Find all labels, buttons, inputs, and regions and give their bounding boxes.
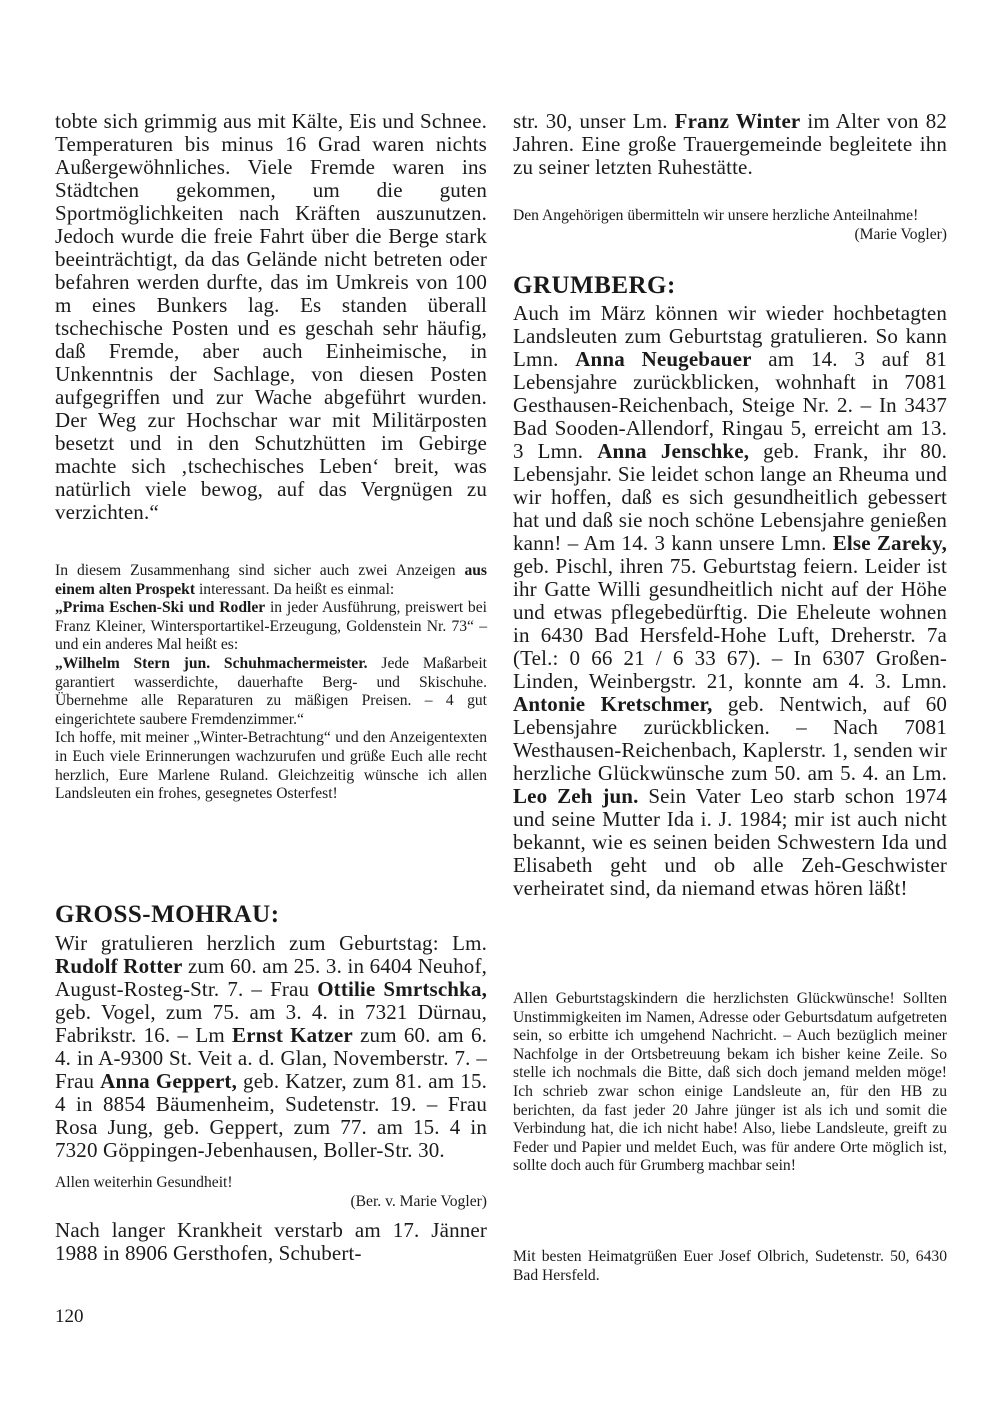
text-run: am 14. 3 auf 81 Lebensjahre zurückblicken, wohnhaft in 7081 Gesthausen-Reichenbach, Steige Nr. 2. – In 3437 Bad Sooden-Allendorf, Ringau 5, erreicht am 13. 3 Lmn. — [513, 347, 947, 463]
paragraph — [55, 1219, 487, 1265]
text-run: geb. Frank, ihr 80. Lebensjahr. Sie leidet schon lange an Rheuma und wir hoffen, daß es sich gesundheitlich gebessert hat und daß sie noch schöne Lebensjahre genießen kann! – Am 14. 3 kann unsere Lmn. — [513, 439, 947, 555]
paragraph — [513, 302, 947, 900]
obituary-end — [513, 110, 947, 179]
bold-name: Franz Winter — [674, 109, 801, 133]
intro-paragraph — [55, 110, 487, 524]
condolence-text: Den Angehörigen übermitteln wir unsere herzliche Anteilnahme! — [513, 207, 919, 224]
bold-name: Ottilie Smrtschka, — [317, 977, 487, 1001]
paragraph — [513, 110, 947, 179]
page-number: 120 — [55, 1306, 84, 1327]
text-run: interessant. Da heißt es einmal: — [195, 580, 395, 598]
text-run: Sein Vater Leo starb schon 1974 und seine Mutter Ida i. J. 1984; mir ist auch nicht bekannt, wie es seinen beiden Schwestern Ida und Elisabeth geht und ob alle Zeh-Geschwister verheiratet sind, da niemand etwas hören läßt! — [513, 784, 947, 900]
text-run: zum 60. am 6. 4. in A-9300 St. Veit a. d. Glan, Novemberstr. 7. – Frau — [55, 1023, 487, 1093]
bold-name: „Prima Eschen-Ski und Rodler — [55, 599, 266, 617]
bold-name: Leo Zeh jun. — [513, 784, 639, 808]
bold-name: Anna Neugebauer — [575, 347, 752, 371]
text-run: Ich hoffe, mit meiner „Winter-Betrachtung“ und den Anzeigentexten in Euch viele Erinnerungen wachzurufen und grüße Euch alle recht herzlich, Eure Marlene Ruland. Gleichzeitig wünsche ich allen Landsleuten ein frohes, gesegnetes Osterfest! — [55, 729, 487, 803]
text-run: Jede Maßarbeit garantiert wasserdichte, dauerhafte Berg- und Skischuhe. Übernehme alle Reparaturen zu mäßigen Preisen. – 4 gut eingerichtete saubere Fremdenzimmer.“ — [55, 654, 487, 728]
text-run: str. 30, unser Lm. — [513, 109, 675, 133]
paragraph — [55, 932, 487, 1162]
ad-shoemaker — [55, 655, 487, 729]
text-run: Nach langer Krankheit verstarb am 17. Jänner 1988 in 8906 Gersthofen, Schubert- — [55, 1218, 487, 1265]
wish-credit: (Ber. v. Marie Vogler) — [350, 1193, 487, 1210]
text-run: Wir gratulieren herzlich zum Geburtstag: Lm. — [55, 931, 487, 955]
bold-name: Rudolf Rotter — [55, 954, 183, 978]
paragraph — [55, 110, 487, 524]
ads-intro — [55, 562, 487, 599]
obituary-start — [55, 1219, 487, 1265]
text-run: Auch im März können wir wieder hochbetagten Landsleuten zum Geburtstag gratulieren. So kann Lmn. — [513, 301, 947, 371]
bold-name: Else Zareky, — [832, 531, 947, 555]
bold-name: Anna Geppert, — [100, 1069, 237, 1093]
bold-name: Anna Jenschke, — [597, 439, 750, 463]
text-run: geb. Katzer, zum 81. am 15. 4 in 8854 Bäumenheim, Sudetenstr. 19. – Frau Rosa Jung, geb. Geppert, zum 77. am 15. 4 in 7320 Göppingen-Jebenhausen, Boller-Str. 30. — [55, 1069, 487, 1162]
condolence — [513, 207, 947, 244]
bold-name: „Wilhelm Stern jun. Schuhmachermeister. — [55, 654, 368, 672]
advertisements-section — [55, 562, 487, 804]
text-run: im Alter von 82 Jahren. Eine große Trauergemeinde begleitete ihn zu seiner letzten Ruhestätte. — [513, 109, 948, 179]
grumberg-congrats — [513, 302, 947, 900]
gross-mohrau-congrats — [55, 932, 487, 1162]
grumberg-closing: Allen Geburtstagskindern die herzlichsten Glückwünsche! Sollten Unstimmigkeiten im Namen, Adresse oder Geburtsdatum aufgetreten sein, so erbitte ich umgehend Nachricht. – Auch bezüglich meiner Nachfolge in der Ortsbetreuung bekam ich bisher keine Zeile. So stelle ich nochmals die Bitte, daß sich doch jemand melden möge! Ich schrieb zwar schon einige Landsleute an, für den HB zu berichten, da fast jeder 20 Jahre jünger ist als ich und somit die Verbindung hat, die ich nicht habe! Also, liebe Landsleute, greift zu Feder und Papier und meldet Euch, was für andere Orte möglich ist, sollte doch auch für Grumberg machbar sein! — [513, 990, 947, 1175]
bold-name: Ernst Katzer — [232, 1023, 353, 1047]
text-run: geb. Vogel, zum 75. am 3. 4. in 7321 Dürnau, Fabrikstr. 16. – Lm — [55, 1000, 487, 1047]
closing-greeting — [55, 729, 487, 803]
bold-name: Antonie Kretschmer, — [513, 692, 713, 716]
ad-ski — [55, 599, 487, 655]
wish-text: Allen weiterhin Gesundheit! — [55, 1174, 233, 1191]
condolence-credit: (Marie Vogler) — [854, 225, 947, 243]
text-run: In diesem Zusammenhang sind sicher auch zwei Anzeigen — [55, 562, 465, 579]
section-heading-gross-mohrau: GROSS-MOHRAU: — [55, 901, 280, 928]
section-heading-grumberg: GRUMBERG: — [513, 272, 676, 299]
text-run: tobte sich grimmig aus mit Kälte, Eis und Schnee. Temperaturen bis minus 16 Grad waren nichts Außergewöhnliches. Viele Fremde waren ins Städtchen gekommen, um die guten Sportmöglichkeiten nach Kräften auszunutzen. Jedoch wurde die freie Fahrt über die Berge stark beeinträchtigt, da das Gelände nicht betreten oder befahren werden durfte, das im Umkreis von 100 m eines Bunkers lag. Es standen überall tschechische Posten und es geschah sehr häufig, daß Fremde, aber auch Einheimische, in Unkenntnis der Sachlage, von diesen Posten aufgegriffen und zur Wache abgeführt wurden. Der Weg zur Hochschar war mit Militärposten besetzt und in den Schutzhütten im Gebirge machte sich ‚tschechisches Leben‘ breit, was natürlich viele bewog, auf das Vergnügen zu verzichten.“ — [55, 109, 487, 524]
text-run: in jeder Ausführung, preiswert bei Franz Kleiner, Wintersportartikel-Erzeugung, Goldenstein Nr. 73“ – und ein anderes Mal heißt es: — [55, 599, 487, 654]
text-run: geb. Pischl, ihren 75. Geburtstag feiern. Leider ist ihr Gatte Willi gesundheitlich nicht auf der Höhe und etwas pflegebedürftig. Die Eheleute wohnen in 6430 Bad Hersfeld-Hohe Luft, Dreherstr. 7a (Tel.: 0 66 21 / 6 33 67). – In 6307 Großen-Linden, Weinbergstr. 21, konnte am 4. 3. Lmn. — [513, 554, 947, 693]
signature: Mit besten Heimatgrüßen Euer Josef Olbrich, Sudetenstr. 50, 6430 Bad Hersfeld. — [513, 1248, 947, 1284]
text-run: zum 60. am 25. 3. in 6404 Neuhof, August-Rosteg-Str. 7. – Frau — [55, 954, 487, 1001]
text-run: geb. Nentwich, auf 60 Lebensjahre zurückblicken. – Nach 7081 Westhausen-Reichenbach, Kaplerstr. 1, senden wir herzliche Glückwünsche zum 50. am 5. 4. an Lm. — [513, 692, 947, 785]
bold-name: aus einem alten Prospekt — [55, 562, 487, 598]
